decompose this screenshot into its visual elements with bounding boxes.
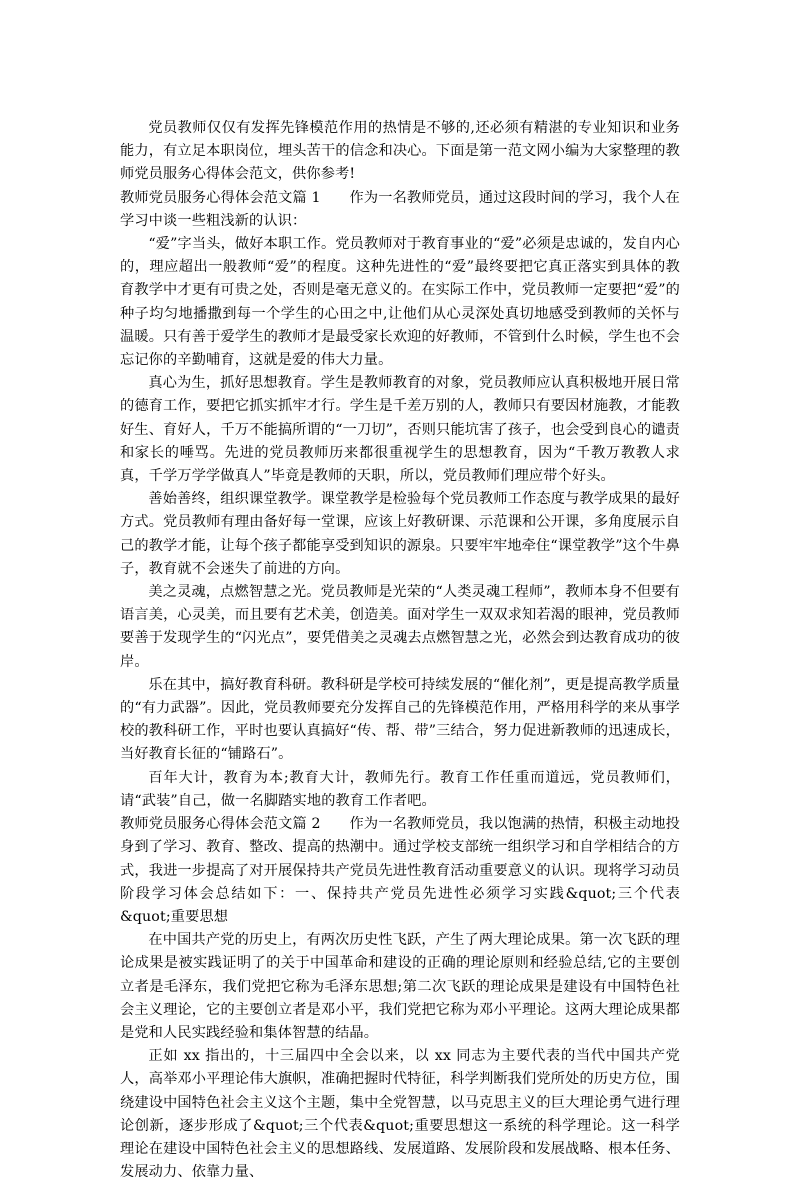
body-paragraph: 在中国共产党的历史上，有两次历史性飞跃，产生了两大理论成果。第一次飞跃的理论成果是被实践证明了的关于中国革命和建设的正确的理论原则和经验总结,它的主要创立者是毛泽东，我们党把它称为毛泽东思想;第二次飞跃的理论成果是建设有中国特色社会主义理论，它的主要创立者是邓小平，我们党把它称为邓小平理论。这两大理论成果都是党和人民实践经验和集体智慧的结晶。 [120,932,680,1041]
essay-2-heading-paragraph: 教师党员服务心得体会范文篇 2 作为一名教师党员，我以饱满的热情，积极主动地投身到了学习、教育、整改、提高的热潮中。通过学校支部统一组织学习和自学相结合的方式，我进一步提高了对开展保持共产党员先进性教育活动重要意义的认识。现将学习动员阶段学习体会总结如下：一、保持共产党员先进性必须学习实践&quot;三个代表&quot;重要思想 [120,816,680,925]
body-paragraph: 真心为生，抓好思想教育。学生是教师教育的对象，党员教师应认真积极地开展日常的德育工作，要把它抓实抓牢才行。学生是千差万别的人，教师只有要因材施教，才能教好生、育好人，千万不能搞所谓的“一刀切”，否则只能坑害了孩子，也会受到良心的谴责和家长的唾骂。先进的党员教师历来都很重视学生的思想教育，因为“千教万教教人求真，千学万学学做真人”毕竟是教师的天职，所以，党员教师们理应带个好头。 [120,375,680,485]
intro-paragraph: 党员教师仅仅有发挥先锋模范作用的热情是不够的,还必须有精湛的专业知识和业务能力，有立足本职岗位，埋头苦干的信念和决心。下面是第一范文网小编为大家整理的教师党员服务心得体会范文，供你参考! [120,120,680,183]
body-paragraph: 乐在其中，搞好教育科研。教科研是学校可持续发展的“催化剂”，更是提高教学质量的“有力武器”。因此，党员教师要充分发挥自己的先锋模范作用，严格用科学的来从事学校的教科研工作，平时也要认真搞好“传、帮、带”三结合，努力促进新教师的迅速成长，当好教育长征的“铺路石”。 [120,676,680,763]
body-paragraph: 善始善终，组织课堂教学。课堂教学是检验每个党员教师工作态度与教学成果的最好方式。党员教师有理由备好每一堂课，应该上好教研课、示范课和公开课，多角度展示自己的教学才能，让每个孩子都能享受到知识的源泉。只要牢牢地牵住“课堂教学”这个牛鼻子，教育就不会迷失了前进的方向。 [120,491,680,577]
body-paragraph: 美之灵魂，点燃智慧之光。党员教师是光荣的“人类灵魂工程师”，教师本身不但要有语言美，心灵美，而且要有艺术美，创造美。面对学生一双双求知若渴的眼神，党员教师要善于发现学生的“闪光点”，要凭借美之灵魂去点燃智慧之光，必然会到达教育成功的彼岸。 [120,584,680,670]
body-paragraph: 百年大计，教育为本;教育大计，教师先行。教育工作任重而道远，党员教师们，请“武装”自己，做一名脚踏实地的教育工作者吧。 [120,769,680,809]
body-paragraph: “爱”字当头，做好本职工作。党员教师对于教育事业的“爱”必须是忠诚的，发自内心的，理应超出一般教师“爱”的程度。这种先进性的“爱”最终要把它真正落实到具体的教育教学中才更有可贵之处，否则是毫无意义的。在实际工作中，党员教师一定要把“爱”的种子均匀地播撒到每一个学生的心田之中,让他们从心灵深处真切地感受到教师的关怀与温暖。只有善于爱学生的教师才是最受家长欢迎的好教师，不管到什么时候，学生也不会忘记你的辛勤哺育，这就是爱的伟大力量。 [120,236,680,369]
document-body [120,117,680,1184]
essay-1-heading-paragraph: 教师党员服务心得体会范文篇 1 作为一名教师党员，通过这段时间的学习，我个人在学习中谈一些粗浅新的认识： [120,189,680,229]
body-paragraph: 正如 xx 指出的，十三届四中全会以来，以 xx 同志为主要代表的当代中国共产党人，高举邓小平理论伟大旗帜，准确把握时代特征，科学判断我们党所处的历史方位，围绕建设中国特色社会主义这个主题，集中全党智慧，以马克思主义的巨大理论勇气进行理论创新，逐步形成了&quot;三个代表&quot;重要思想这一系统的科学理论。这一科学理论在建设中国特色社会主义的思想路线、发展道路、发展阶段和发展战略、根本任务、发展动力、依靠力量、 [120,1048,680,1181]
